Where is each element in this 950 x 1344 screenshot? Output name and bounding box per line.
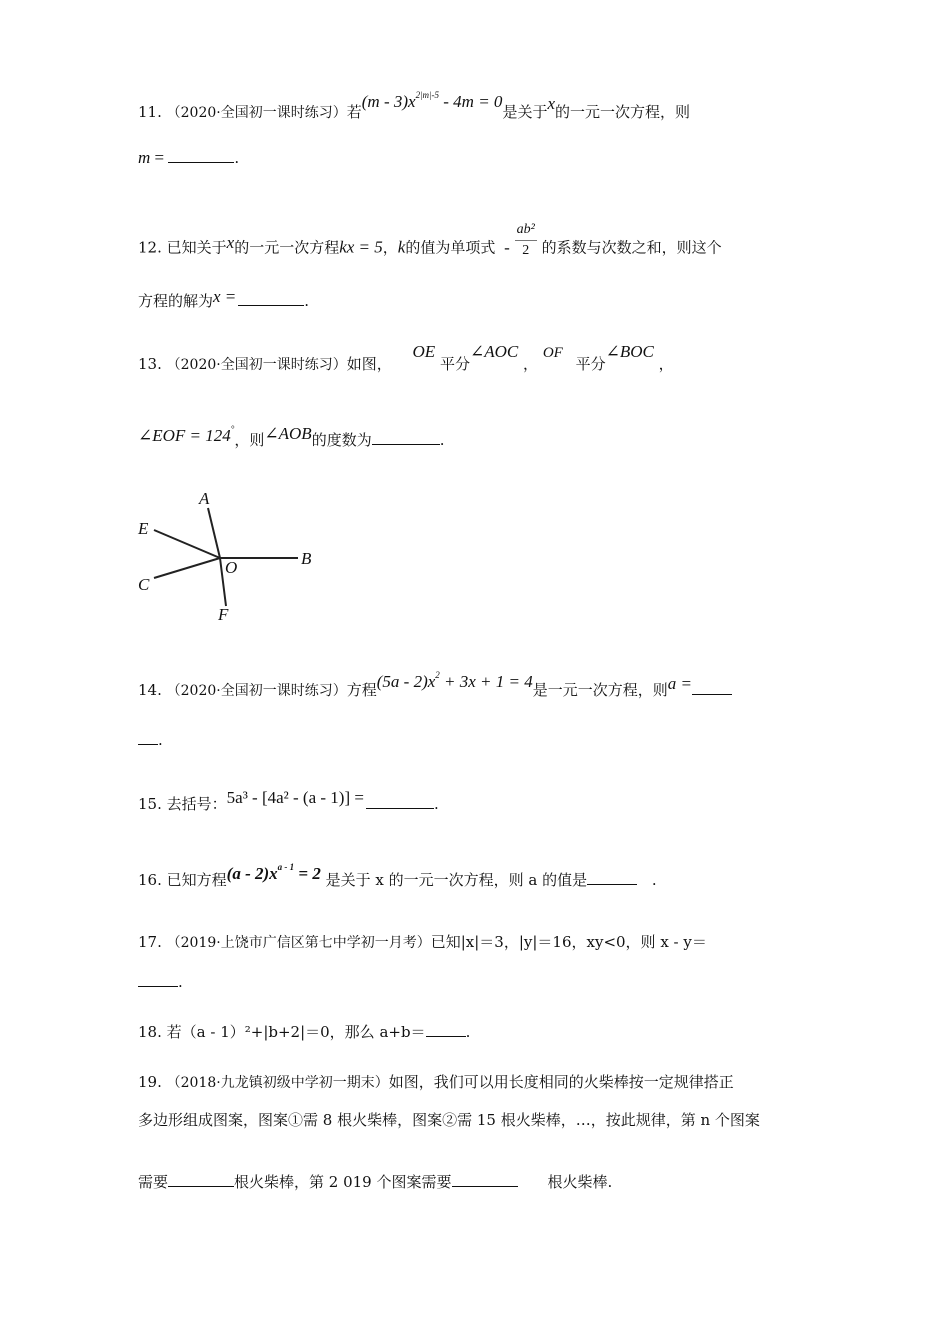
q13-text: 如图，	[346, 355, 392, 373]
q12-line2	[138, 287, 310, 311]
q12-number: 12.	[138, 238, 162, 257]
q18-end: .	[465, 1023, 471, 1041]
q15-number: 15.	[138, 795, 162, 813]
label-o: O	[225, 558, 238, 577]
q13-oe: OE	[412, 342, 436, 361]
q11-var: x	[547, 94, 555, 113]
q11-end: .	[234, 149, 240, 167]
q13-line2	[138, 424, 445, 452]
q16-number: 16.	[138, 871, 162, 889]
q19-text2: 多边形组成图案，图案①需 8 根火柴棒，图案②需 15 根火柴棒，…，按此规律，第 n 个图案	[138, 1111, 760, 1129]
q18-line	[138, 1022, 470, 1042]
q12-text4: 的系数与次数之和，则这个	[541, 238, 722, 257]
q13-angle-aoc: ∠AOC	[470, 342, 519, 361]
q12-equation: kx = 5	[339, 237, 383, 257]
q12-k: k	[397, 237, 406, 257]
q12-text3: 的值为单项式	[405, 238, 496, 257]
q17-source: （2019·上饶市广信区第七中学初一月考）	[166, 935, 431, 951]
q16-answer-blank[interactable]	[587, 870, 637, 885]
q13-bisect2: 平分	[575, 355, 606, 373]
q13-of: OF	[542, 345, 563, 361]
q11-line1	[138, 90, 691, 124]
q11-source: （2020·全国初一课时练习）	[166, 105, 347, 121]
q13-bisect1: 平分	[439, 355, 470, 373]
q12-text: 已知关于	[166, 238, 227, 257]
q12-end: .	[304, 292, 310, 310]
q17-answer-blank[interactable]	[138, 972, 178, 987]
q16-text: 已知方程	[166, 871, 227, 889]
q14-answer-var: a =	[667, 674, 692, 693]
ray-oa	[208, 508, 220, 558]
q13-text2: ，则	[234, 431, 265, 449]
q17-text: 已知	[430, 933, 461, 951]
q13-end: .	[439, 431, 445, 449]
q12-text2: 的一元一次方程	[234, 238, 340, 257]
q19-answer-blank-1[interactable]	[168, 1172, 234, 1187]
q13-source: （2020·全国初一课时练习）	[166, 357, 347, 373]
q19-number: 19.	[138, 1073, 162, 1091]
q11-answer-blank[interactable]	[168, 148, 234, 163]
q19-line3	[138, 1172, 612, 1192]
q13-comma2: ，	[658, 355, 674, 373]
q12-var: x	[226, 232, 235, 252]
q11-answer-var: m	[138, 148, 151, 167]
q14-end: .	[158, 731, 163, 749]
q11-line2	[138, 148, 239, 168]
q18-answer-blank[interactable]	[426, 1022, 466, 1037]
label-c: C	[138, 575, 150, 594]
q17-line1	[138, 932, 707, 953]
q12-answer-var: x =	[213, 287, 237, 306]
q19-text3: 需要	[138, 1173, 169, 1191]
q14-text2: 是一元一次方程，则	[532, 681, 668, 699]
q13-comma1: ，	[523, 355, 539, 373]
q12-fraction: $\frac{\text{ab²}}{2}$	[516, 222, 535, 258]
q12-answer-blank[interactable]	[238, 291, 304, 306]
q17-number: 17.	[138, 933, 162, 951]
q12-text5: 方程的解为	[138, 292, 214, 310]
q19-line2	[138, 1110, 760, 1130]
q13-angle-aob: ∠AOB	[264, 424, 312, 443]
q15-text: 去括号：	[166, 795, 227, 813]
q11-formula: $(m - 3)x^{2|m|-5} - 4m = 0$	[361, 90, 503, 111]
q15-expression: 5a³ - [4a² - (a - 1)] =	[226, 788, 364, 807]
q15-line	[138, 788, 439, 814]
q17-line2	[138, 972, 183, 992]
label-b: B	[301, 549, 312, 568]
q16-text2: 是关于 x 的一元一次方程，则 a 的值是	[325, 871, 588, 889]
q14-line1	[138, 670, 732, 702]
q13-line1	[138, 342, 674, 375]
q13-text3: 的度数为	[311, 431, 372, 449]
q11-text3: 的一元一次方程，则	[555, 103, 691, 121]
q13-angle-boc: ∠BOC	[605, 342, 654, 361]
q19-text: 如图，我们可以用长度相同的火柴棒按一定规律搭正	[388, 1073, 734, 1091]
q14-source: （2020·全国初一课时练习）	[166, 683, 347, 699]
q14-number: 14.	[138, 681, 162, 699]
q14-answer-blank-cont[interactable]	[138, 730, 158, 745]
q18-number: 18.	[138, 1023, 162, 1041]
q19-source: （2018·九龙镇初级中学初一期末）	[166, 1075, 389, 1091]
q14-answer-blank[interactable]	[692, 680, 732, 695]
label-e: E	[138, 519, 149, 538]
q12-comma: ，	[382, 238, 398, 257]
q19-answer-blank-2[interactable]	[452, 1172, 518, 1187]
label-a: A	[199, 489, 210, 508]
q19-text5: 根火柴棒.	[547, 1173, 613, 1191]
q11-text: 若	[346, 103, 362, 121]
q14-equation: $(5a - 2)x^2 + 3x + 1 = 4$	[376, 670, 533, 691]
q11-text2: 是关于	[502, 103, 548, 121]
q11-answer-eq: =	[150, 148, 169, 167]
q16-equation: $(a - 2)x^{a - 1} = 2$	[226, 862, 321, 883]
q17-condition: |x|＝3，|y|＝16，xy<0，则 x - y＝	[460, 933, 707, 951]
ray-oc	[154, 558, 220, 578]
q13-angle-figure	[130, 480, 330, 630]
q13-answer-blank[interactable]	[372, 430, 440, 445]
q13-number: 13.	[138, 355, 162, 373]
q15-answer-blank[interactable]	[366, 794, 434, 809]
q19-text4: 根火柴棒，第 2 019 个图案需要	[234, 1173, 452, 1191]
ray-oe	[154, 530, 220, 558]
q12-line1	[138, 222, 722, 269]
q14-line2	[138, 730, 163, 750]
q16-end: .	[651, 871, 657, 889]
q19-line1	[138, 1072, 734, 1093]
q18-text: 若（a - 1）²+|b+2|＝0，那么 a+b＝	[166, 1023, 426, 1041]
q17-end: .	[178, 973, 183, 991]
q16-line	[138, 862, 657, 892]
q13-eof: ∠EOF = 124°	[138, 424, 235, 445]
q14-text: 方程	[346, 681, 377, 699]
q12-neg: -	[504, 237, 510, 257]
q15-end: .	[433, 795, 439, 813]
q11-number: 11.	[138, 103, 162, 121]
label-f: F	[218, 605, 229, 624]
